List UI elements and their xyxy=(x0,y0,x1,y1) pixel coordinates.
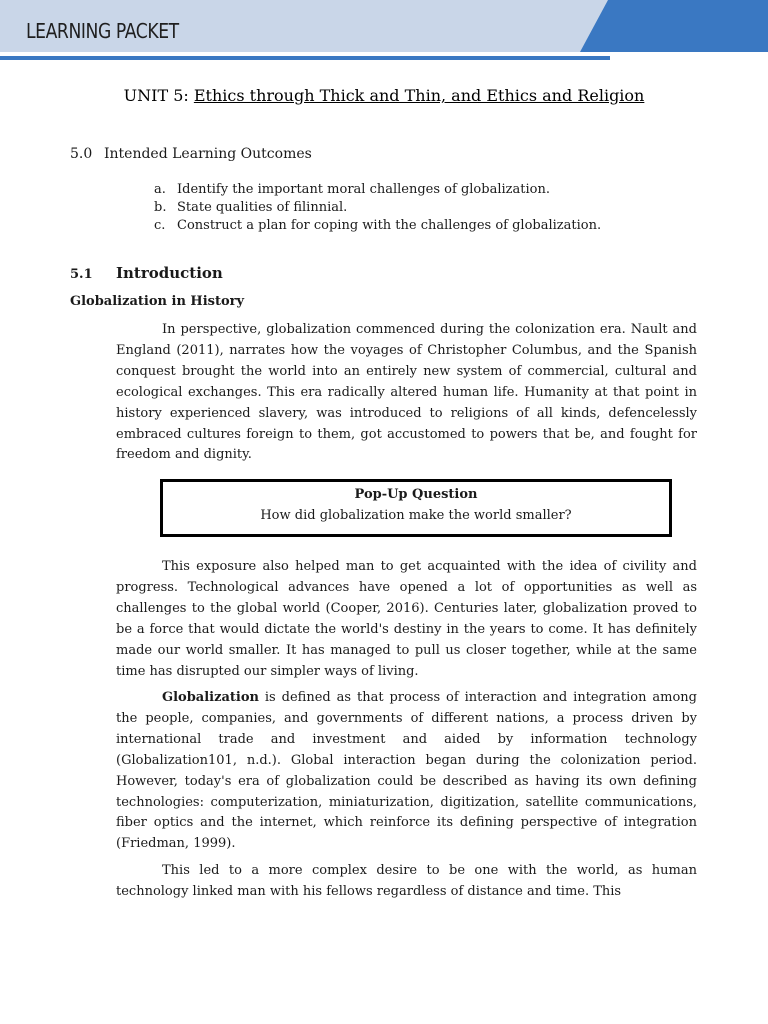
paragraph-3-text: is defined as that process of interaction and integration among the people, companies, and governments of different nations, a process driven by international trade and investment and aided by information technology (Globalization101, n.d.). Global interaction began during the colonization period. However, today's era of globalization could be described as having its own defining technologies: computerization, miniaturization, digitization, satellite communications, fiber optics and the internet, which reinforce its defining perspective of integration (Friedman, 1999). xyxy=(116,690,697,852)
ilo-heading-text: Intended Learning Outcomes xyxy=(104,146,312,162)
page-header xyxy=(0,0,768,62)
list-item-text: Identify the important moral challenges of globalization. xyxy=(177,182,550,197)
popup-question: How did globalization make the world smaller? xyxy=(260,508,572,523)
section-subheading: Globalization in History xyxy=(70,294,245,309)
header-title: LEARNING PACKET xyxy=(26,19,179,43)
intro-heading-text: Introduction xyxy=(116,264,223,282)
outcomes-list xyxy=(154,181,601,235)
list-item xyxy=(154,199,601,217)
unit-prefix: UNIT 5: xyxy=(123,86,194,105)
ilo-number: 5.0 xyxy=(70,146,93,162)
popup-question-box xyxy=(160,479,672,537)
list-marker: a. xyxy=(154,182,166,197)
list-item xyxy=(154,181,601,199)
paragraph-2: This exposure also helped man to get acquainted with the idea of civility and progress. Technological advances have opened a lot of opportunities as well as challenges to the global world (Cooper, 2016). Centuries later, globalization proved to be a force that would dictate the world's destiny in the years to come. It has definitely made our world smaller. It has managed to pull us closer together, while at the same time has disrupted our simpler ways of living. xyxy=(116,559,697,679)
intro-number: 5.1 xyxy=(70,267,93,282)
ilo-heading xyxy=(70,146,312,162)
term-globalization: Globalization xyxy=(162,690,259,705)
paragraph-3 xyxy=(116,688,697,855)
popup-title: Pop-Up Question xyxy=(354,487,478,502)
paragraph-4: This led to a more complex desire to be one with the world, as human technology linked man with his fellows regardless of distance and time. This xyxy=(116,863,697,899)
unit-title-text: Ethics through Thick and Thin, and Ethics and Religion xyxy=(193,86,645,105)
intro-heading xyxy=(70,263,223,282)
list-item xyxy=(154,217,601,235)
header-stripe xyxy=(0,56,610,60)
list-marker: c. xyxy=(154,218,166,233)
list-item-text: State qualities of filinnial. xyxy=(177,200,348,215)
paragraph-1: In perspective, globalization commenced during the colonization era. Nault and England (2011), narrates how the voyages of Christopher Columbus, and the Spanish conquest brought the world into an entirely new system of commercial, cultural and ecological exchanges. This era radically altered human life. Humanity at that point in history experienced slavery, was introduced to religions of all kinds, defencelessly embraced cultures foreign to them, got accustomed to powers that be, and fought for freedom and dignity. xyxy=(116,322,697,463)
list-item-text: Construct a plan for coping with the challenges of globalization. xyxy=(177,218,602,233)
unit-title xyxy=(0,86,768,105)
list-marker: b. xyxy=(154,200,167,215)
header-accent xyxy=(580,0,768,52)
